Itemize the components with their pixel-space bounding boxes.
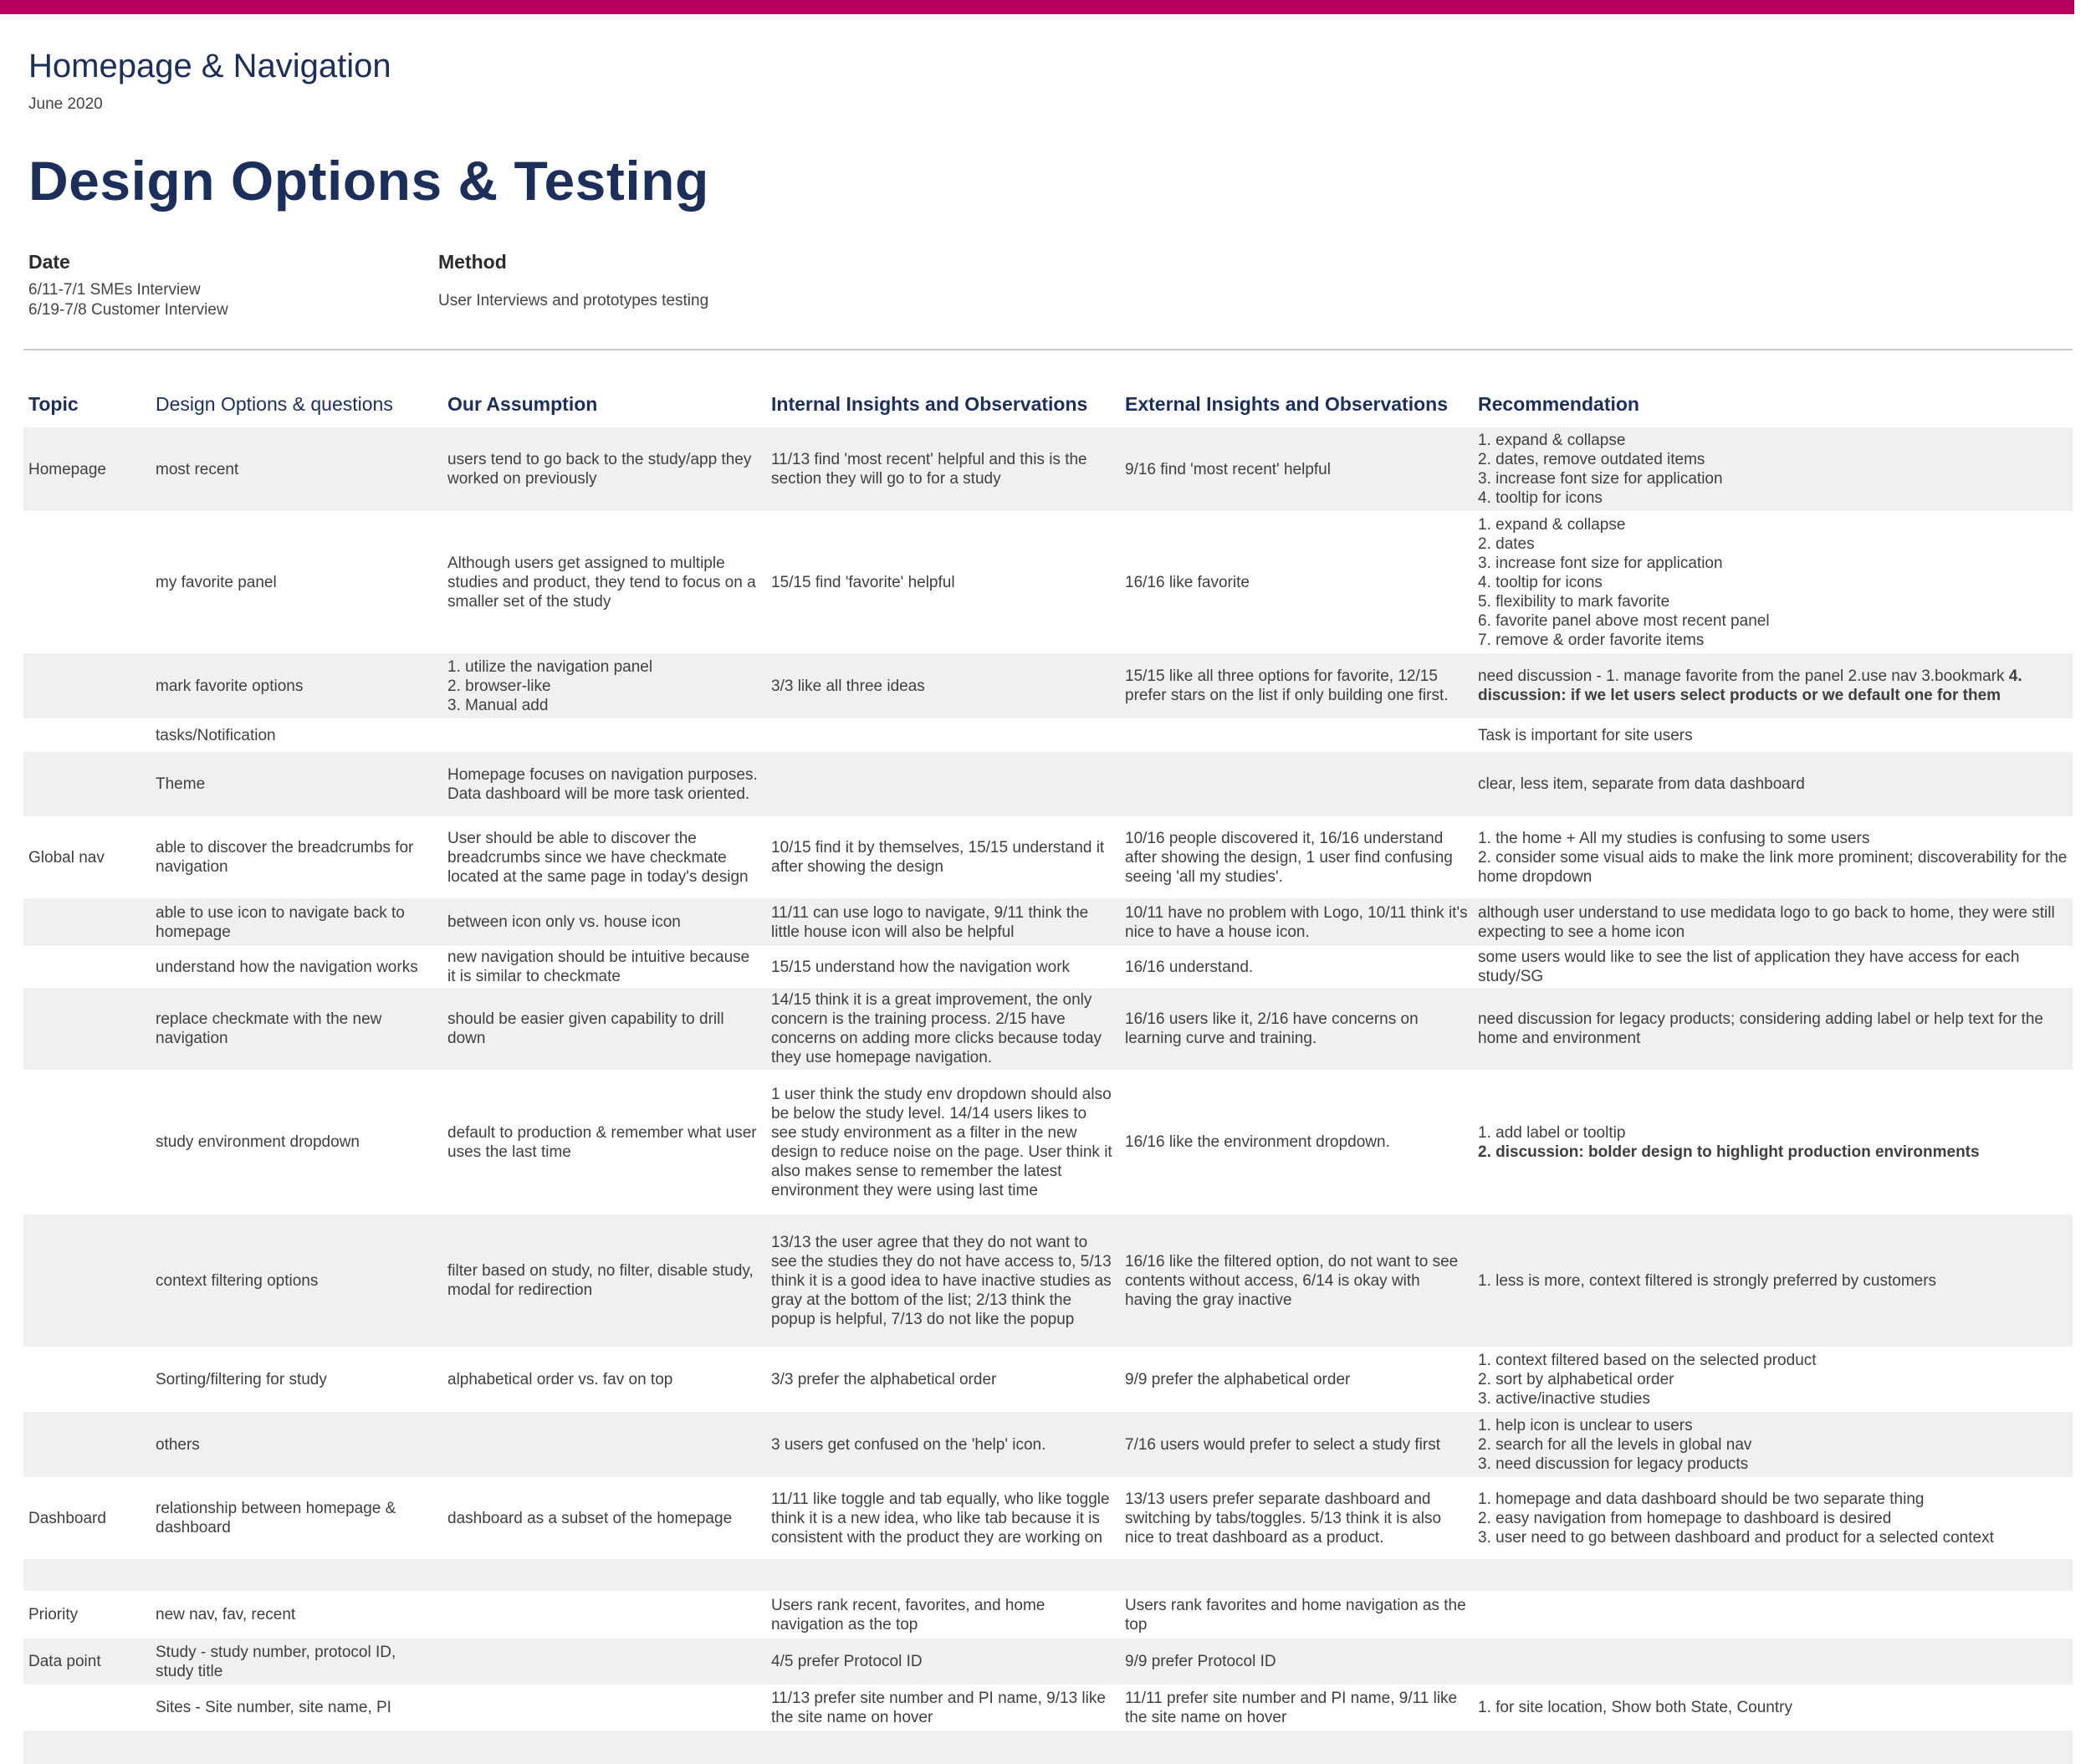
cell-external (1120, 988, 1473, 1070)
cell-topic (23, 1685, 151, 1731)
cell-topic (23, 653, 151, 718)
cell-topic (23, 1731, 151, 1764)
table-row (23, 946, 2073, 988)
cell-line: 3 users get confused on the 'help' icon. (771, 1435, 1046, 1454)
cell-internal (766, 1070, 1120, 1214)
cell-recommendation (1473, 752, 2073, 816)
cell-line: 9/9 prefer Protocol ID (1125, 1653, 1276, 1670)
method-text: User Interviews and prototypes testing (438, 292, 709, 309)
cell-line: 11/11 prefer site number and PI name, 9/11 like the site name on hover (1125, 1689, 1458, 1726)
table-row (23, 1477, 2073, 1559)
cell-line: 1. homepage and data dashboard should be two separate thing (1478, 1490, 1925, 1508)
cell-option: most recent (151, 427, 442, 511)
cell-internal (766, 1477, 1120, 1559)
cell-assumption (442, 427, 766, 511)
cell-internal (766, 1591, 1120, 1639)
cell-line: Users rank favorites and home navigation as the top (1125, 1596, 1466, 1634)
cell-recommendation (1473, 816, 2073, 898)
cell-option: new nav, fav, recent (156, 1606, 296, 1623)
cell-assumption (442, 511, 766, 653)
table-row (23, 1070, 2073, 1214)
cell-line: 1. utilize the navigation panel (447, 657, 653, 676)
cell-line: Task is important for site users (1478, 726, 1693, 744)
top-accent-bar (0, 0, 2074, 14)
cell-topic (23, 718, 151, 752)
cell-line: 10/11 have no problem with Logo, 10/11 think it's nice to have a house icon. (1125, 903, 1468, 941)
cell-recommendation (1473, 718, 2073, 752)
cell-line: 11/13 find 'most recent' helpful and this is the section they will go to for a study (771, 451, 1087, 488)
cell-line: 3/3 like all three ideas (771, 677, 925, 695)
cell-recommendation (1473, 1559, 2073, 1591)
cell-line: 3. user need to go between dashboard and product for a selected context (1478, 1528, 1994, 1547)
cell-option (151, 1559, 442, 1591)
header-assumption: Our Assumption (447, 393, 598, 415)
cell-assumption (442, 1731, 766, 1764)
cell-option: context filtering options (151, 1214, 442, 1347)
cell-option: others (151, 1412, 442, 1477)
cell-line: should be easier given capability to drill down (447, 1010, 724, 1047)
method-label: Method (438, 251, 507, 273)
cell-line: 2. dates, remove outdated items (1478, 451, 1705, 468)
table-row (23, 427, 2073, 511)
cell-assumption (442, 816, 766, 898)
cell-option: Sorting/filtering for study (156, 1370, 327, 1388)
cell-external (1120, 1639, 1473, 1685)
date-label: Date (28, 251, 70, 273)
cell-line: 1. less is more, context filtered is strongly preferred by customers (1478, 1271, 1937, 1290)
cell-external (1120, 816, 1473, 898)
cell-line: 4. tooltip for icons (1478, 573, 1603, 591)
cell-topic (23, 1559, 151, 1591)
cell-line: 2. easy navigation from homepage to dashboard is desired (1478, 1509, 1892, 1527)
cell-assumption (442, 898, 766, 946)
header-design-options: Design Options & questions (156, 393, 393, 415)
cell-line-bold: 2. discussion: bolder design to highlight production environments (1478, 1143, 1980, 1161)
cell-option: tasks/Notification (156, 726, 276, 744)
cell-line: 1. expand & collapse (1478, 515, 1626, 534)
cell-line: Users rank recent, favorites, and home navigation as the top (771, 1596, 1046, 1634)
cell-option: able to discover the breadcrumbs for navigation (156, 839, 414, 876)
cell-line: new navigation should be intuitive because it is similar to checkmate (447, 948, 750, 985)
cell-internal (766, 816, 1120, 898)
cell-line: User should be able to discover the breadcrumbs since we have checkmate located at the same page in today's design (447, 829, 749, 886)
cell-topic: Dashboard (28, 1509, 106, 1527)
cell-external (1120, 946, 1473, 988)
cell-line: 4. tooltip for icons (1478, 489, 1603, 507)
page-title: Design Options & Testing (28, 150, 709, 212)
table-row (23, 988, 2073, 1070)
cell-internal (766, 1347, 1120, 1412)
cell-line: 3. active/inactive studies (1478, 1389, 1650, 1408)
header-topic: Topic (28, 393, 79, 415)
cell-assumption (442, 653, 766, 718)
cell-topic (23, 1347, 151, 1412)
cell-line: need discussion for legacy products; considering adding label or help text for the home and environment (1478, 1010, 2043, 1047)
table-row (23, 718, 2073, 752)
cell-line: Homepage focuses on navigation purposes. Data dashboard will be more task oriented. (447, 765, 758, 803)
cell-assumption (442, 1412, 766, 1477)
cell-assumption (442, 1591, 766, 1639)
cell-line: some users would like to see the list of application they have access for each study/SG (1478, 948, 2020, 985)
cell-option: study environment dropdown (156, 1133, 360, 1151)
cell-external (1120, 1412, 1473, 1477)
cell-external (1120, 1559, 1473, 1591)
cell-option: replace checkmate with the new navigation (151, 988, 442, 1070)
cell-line: 11/11 like toggle and tab equally, who like toggle think it is a new idea, who like tab because it is consistent with the product they are working on (771, 1490, 1110, 1547)
cell-recommendation (1473, 988, 2073, 1070)
table-row (23, 653, 2073, 718)
cell-internal (766, 1731, 1120, 1764)
cell-line: 15/15 like all three options for favorite, 12/15 prefer stars on the list if only building one first. (1125, 667, 1449, 704)
cell-external (1120, 752, 1473, 816)
cell-external (1120, 1214, 1473, 1347)
cell-assumption (442, 1685, 766, 1731)
cell-recommendation (1473, 1477, 2073, 1559)
cell-recommendation (1473, 898, 2073, 946)
cell-line: users tend to go back to the study/app they worked on previously (447, 451, 752, 488)
cell-external (1120, 1070, 1473, 1214)
cell-external (1120, 1477, 1473, 1559)
cell-text-bold: 4. discussion: if we let users select products or we default one for them (1478, 667, 2022, 704)
cell-line: 16/16 like the filtered option, do not want to see contents without access, 6/14 is okay with having the gray inactive (1125, 1252, 1459, 1309)
cell-line: 1. help icon is unclear to users (1478, 1416, 1693, 1434)
cell-topic: Global nav (28, 848, 105, 867)
cell-line: 2. dates (1478, 534, 1535, 553)
cell-internal (766, 1559, 1120, 1591)
cell-line: 3/3 prefer the alphabetical order (771, 1370, 997, 1388)
cell-recommendation (1473, 1591, 2073, 1639)
cell-line: 11/13 prefer site number and PI name, 9/13 like the site name on hover (771, 1689, 1106, 1726)
cell-internal (766, 1412, 1120, 1477)
cell-line: 16/16 like favorite (1125, 573, 1250, 591)
date-line-1: 6/11-7/1 SMEs Interview (28, 281, 201, 299)
cell-assumption (442, 718, 766, 752)
findings-table (23, 381, 2073, 1764)
cell-line: 13/13 the user agree that they do not want to see the studies they do not have access to, 5/13 think it is a good idea to have inactive studies as gray at the bottom of the list; 2/13 think the popup is helpful, 7/13 do not like the popup (771, 1233, 1112, 1328)
cell-external (1120, 427, 1473, 511)
cell-internal (766, 1685, 1120, 1731)
cell-assumption (442, 988, 766, 1070)
cell-line: 1. the home + All my studies is confusing to some users (1478, 829, 1870, 847)
table-body (23, 427, 2073, 1764)
cell-line: although user understand to use medidata logo to go back to home, they were still expecting to see a home icon (1478, 903, 2055, 941)
cell-line: 3. increase font size for application (1478, 470, 1723, 488)
cell-assumption (442, 1070, 766, 1214)
cell-internal (766, 511, 1120, 653)
cell-internal (766, 718, 1120, 752)
cell-line: 6. favorite panel above most recent panel (1478, 611, 1770, 630)
cell-line: between icon only vs. house icon (447, 913, 681, 931)
cell-topic: Priority (28, 1606, 79, 1623)
cell-assumption (442, 1639, 766, 1685)
date-line-2: 6/19-7/8 Customer Interview (28, 301, 228, 319)
table-row (23, 1347, 2073, 1412)
cell-assumption (442, 1347, 766, 1412)
cell-line: 1. for site location, Show both State, Country (1478, 1699, 1792, 1716)
cell-topic (23, 1214, 151, 1347)
section-divider (23, 349, 2073, 350)
cell-topic (23, 1412, 151, 1477)
cell-option (151, 1731, 442, 1764)
cell-option: Study - study number, protocol ID, study title (151, 1639, 442, 1685)
cell-recommendation (1473, 1731, 2073, 1764)
cell-line: 15/15 find 'favorite' helpful (771, 573, 955, 591)
cell-recommendation (1473, 427, 2073, 511)
cell-line: 14/15 think it is a great improvement, the only concern is the training process. 2/15 have concerns on adding more clicks because today they use homepage navigation. (771, 991, 1102, 1066)
cell-external (1120, 898, 1473, 946)
table-row (23, 1214, 2073, 1347)
cell-option: able to use icon to navigate back to homepage (151, 898, 442, 946)
cell-external (1120, 718, 1473, 752)
cell-internal (766, 1214, 1120, 1347)
cell-topic (23, 511, 151, 653)
cell-external (1120, 1591, 1473, 1639)
cell-assumption (442, 1477, 766, 1559)
cell-internal (766, 898, 1120, 946)
cell-option: Theme (151, 752, 442, 816)
cell-recommendation (1473, 1685, 2073, 1731)
cell-recommendation (1473, 1214, 2073, 1347)
cell-line: 2. consider some visual aids to make the link more prominent; discoverability for the home dropdown (1478, 848, 2068, 886)
table-row (23, 511, 2073, 653)
cell-recommendation (1473, 1347, 2073, 1412)
cell-option: understand how the navigation works (156, 958, 418, 976)
cell-option: mark favorite options (151, 653, 442, 718)
cell-topic (23, 946, 151, 988)
cell-topic: Homepage (23, 427, 151, 511)
cell-line: 7/16 users would prefer to select a study first (1125, 1435, 1441, 1454)
cell-line: 2. search for all the levels in global nav (1478, 1435, 1752, 1454)
cell-internal (766, 427, 1120, 511)
cell-assumption (442, 1559, 766, 1591)
cell-internal (766, 988, 1120, 1070)
cell-recommendation (1473, 1412, 2073, 1477)
cell-line: default to production & remember what user uses the last time (447, 1123, 757, 1161)
cell-line: dashboard as a subset of the homepage (447, 1509, 733, 1527)
cell-assumption (442, 752, 766, 816)
table-row (23, 1639, 2073, 1685)
cell-topic (23, 752, 151, 816)
cell-topic (23, 1070, 151, 1214)
cell-topic (23, 898, 151, 946)
cell-line: 16/16 like the environment dropdown. (1125, 1133, 1390, 1151)
date-lines (28, 280, 228, 320)
cell-line: 10/15 find it by themselves, 15/15 understand it after showing the design (771, 839, 1105, 876)
header-internal: Internal Insights and Observations (771, 393, 1088, 415)
header-recommendation: Recommendation (1478, 393, 1639, 415)
cell-line: 15/15 understand how the navigation work (771, 958, 1071, 976)
table-row (23, 1731, 2073, 1764)
cell-topic: Data point (23, 1639, 151, 1685)
cell-external (1120, 1731, 1473, 1764)
cell-external (1120, 653, 1473, 718)
table-row (23, 1591, 2073, 1639)
cell-internal (766, 1639, 1120, 1685)
cell-assumption (442, 1214, 766, 1347)
cell-recommendation (1473, 946, 2073, 988)
table-row (23, 1412, 2073, 1477)
cell-assumption (442, 946, 766, 988)
cell-internal (766, 653, 1120, 718)
cell-option: Sites - Site number, site name, PI (156, 1699, 391, 1716)
cell-line: 3. increase font size for application (1478, 554, 1723, 572)
cell-text: need discussion - 1. manage favorite from the panel 2.use nav 3.bookmark (1478, 667, 2009, 685)
cell-line: 1. expand & collapse (1478, 432, 1626, 449)
cell-line: 1. add label or tooltip (1478, 1123, 1626, 1142)
cell-line: 4/5 prefer Protocol ID (771, 1653, 923, 1670)
cell-external (1120, 511, 1473, 653)
table-header-row (23, 381, 2073, 427)
table-row (23, 816, 2073, 898)
cell-recommendation (1473, 653, 2073, 718)
cell-line: 16/16 users like it, 2/16 have concerns on learning curve and training. (1125, 1010, 1419, 1047)
cell-internal (766, 946, 1120, 988)
cell-recommendation (1473, 511, 2073, 653)
cell-line: 16/16 understand. (1125, 958, 1254, 976)
cell-line: 7. remove & order favorite items (1478, 631, 1705, 649)
cell-line: clear, less item, separate from data dashboard (1478, 775, 1805, 793)
cell-line: 5. flexibility to mark favorite (1478, 592, 1670, 611)
cell-recommendation (1473, 1639, 2073, 1685)
cell-external (1120, 1685, 1473, 1731)
cell-line: 11/11 can use logo to navigate, 9/11 think the little house icon will also be helpful (771, 903, 1089, 941)
cell-line: Although users get assigned to multiple studies and product, they tend to focus on a smaller set of the study (447, 554, 756, 611)
cell-line: 1 user think the study env dropdown should also be below the study level. 14/14 users likes to see study environment as a filter in the new design to reduce noise on the page. User think it also makes sense to remember the latest environment they were using last time (771, 1085, 1112, 1199)
cell-line: 2. browser-like (447, 677, 551, 695)
table-row (23, 1685, 2073, 1731)
cell-line: 1. context filtered based on the selected product (1478, 1351, 1817, 1369)
page-date: June 2020 (28, 95, 103, 113)
cell-line: 10/16 people discovered it, 16/16 understand after showing the design, 1 user find confusing seeing 'all my studies'. (1125, 829, 1453, 886)
table-row (23, 752, 2073, 816)
table-row (23, 898, 2073, 946)
cell-line: 2. sort by alphabetical order (1478, 1370, 1674, 1388)
cell-line: 13/13 users prefer separate dashboard and switching by tabs/toggles. 5/13 think it is also nice to treat dashboard as a product. (1125, 1490, 1442, 1547)
cell-line: 9/9 prefer the alphabetical order (1125, 1370, 1351, 1388)
cell-internal (766, 752, 1120, 816)
cell-topic (23, 988, 151, 1070)
page-subtitle: Homepage & Navigation (28, 48, 391, 84)
cell-line: filter based on study, no filter, disable study, modal for redirection (447, 1262, 754, 1299)
cell-recommendation (1473, 1070, 2073, 1214)
table-row (23, 1559, 2073, 1591)
cell-option: my favorite panel (156, 573, 277, 591)
cell-line: 3. Manual add (447, 696, 549, 714)
cell-external (1120, 1347, 1473, 1412)
cell-line: 3. need discussion for legacy products (1478, 1455, 1749, 1473)
cell-line: 9/16 find 'most recent' helpful (1125, 460, 1331, 478)
header-external: External Insights and Observations (1125, 393, 1448, 415)
cell-line: alphabetical order vs. fav on top (447, 1370, 673, 1388)
cell-option: relationship between homepage & dashboard (156, 1500, 396, 1536)
